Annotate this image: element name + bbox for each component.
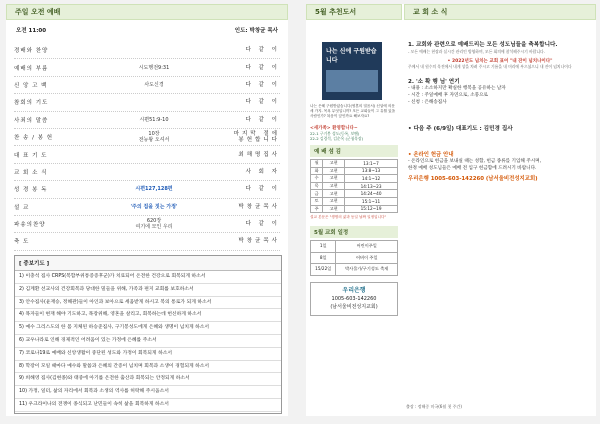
online-offering-bank: 우리은행 1005-603-142260 (남서울비전성지교회) xyxy=(408,176,538,182)
duty-cell: 고현 xyxy=(323,205,345,213)
duty-cell: 14:1~12 xyxy=(345,175,398,183)
motto-text: 주께서 내 원수의 목전에서 내게 상을 차려 주시고 기름을 내 머리에 부으셨으니 내 잔이 넘치나이다 xyxy=(408,64,572,69)
order-leader: 다 같 이 xyxy=(245,221,280,228)
order-row xyxy=(14,164,280,181)
prayer-box xyxy=(14,255,282,414)
order-leader: 박창균목사 xyxy=(238,203,280,210)
news-item-2-line-2: - 시간 : 주일예배 후 자연으로, 소풍으로 xyxy=(408,93,488,98)
duty-cell: 고현 xyxy=(323,197,345,205)
online-offering-line-1: - 온라인으로 헌금을 보내실 때는 성함, 헌금 종류를 기입해 주시며, xyxy=(408,159,542,164)
right-page xyxy=(306,4,596,416)
prayer-item: 3) 안수집사(윤재승, 정해관)들이 아인과 보아으로 세움받게 하시고 복의 통로가 되게 하소서 xyxy=(15,297,281,310)
order-name: 사죄의 말씀 xyxy=(14,117,49,124)
prayer-item: 2) 김계환 선교사의 건강회복과 당대한 밀들을 위해, 가족과 편지 교회를 보호하소서 xyxy=(15,284,281,297)
schedule-cell: 1일 xyxy=(311,241,336,253)
order-detail: 시도행전9:31 xyxy=(138,64,170,71)
order-leader: 다 같 이 xyxy=(245,116,280,123)
order-row xyxy=(14,42,280,59)
duty-cell: 고현 xyxy=(323,167,345,175)
order-name: 대 표 기 도 xyxy=(14,152,48,159)
motto-banner: • 2022년도 넘치는 교회 표어 "내 잔이 넘치나이다" xyxy=(447,59,553,64)
duty-cell: 월 xyxy=(311,160,323,168)
order-detail: 10장 전능왕 오셔서 xyxy=(138,131,170,144)
duty-title: 예 배 섬 김 xyxy=(310,145,398,157)
order-leader: 최해명집사 xyxy=(238,151,280,158)
new-family-line-1: 22-1 구기봉 성도(등록, 보탬) xyxy=(310,131,360,136)
duty-cell: 고현 xyxy=(323,182,345,190)
prayer-item: 4) 목자들이 현재 해야 기도하고, 목장위해, 영혼을 살리고, 회복하는데 헌신하게 하소서 xyxy=(15,309,281,322)
order-detail: 620장 여기에 모인 우리 xyxy=(135,218,173,231)
order-name: 축 도 xyxy=(14,239,30,246)
order-leader: 다 같 이 xyxy=(245,64,280,71)
duty-row xyxy=(311,175,398,183)
order-row xyxy=(14,112,280,129)
order-leader: 마지막 절에 봉헌합니다 xyxy=(233,131,280,144)
book-header: 5월 추천도서 xyxy=(306,4,402,20)
church-news-column xyxy=(404,4,596,183)
order-name: 찬 송 / 봉 헌 xyxy=(14,135,54,142)
order-row xyxy=(14,181,280,198)
bank-holder: (남서울비전성지교회) xyxy=(330,303,378,310)
worship-time: 오전 11:00 xyxy=(16,28,47,34)
prayer-title: [ 중보기도 ] xyxy=(15,256,281,271)
news-item-1 xyxy=(408,42,592,54)
new-family-line-2: 22-2 김경석, 김순옥 (군청목장) xyxy=(310,136,364,141)
order-row xyxy=(14,77,280,94)
duty-row xyxy=(311,167,398,175)
order-detail: 사도신경 xyxy=(144,81,164,88)
schedule-cell: 박사물가/구기성도 축제 xyxy=(336,264,398,276)
duty-cell: 수 xyxy=(311,175,323,183)
order-detail: 시편51:9-10 xyxy=(139,116,169,123)
book-title: 나는 신에 구원받습니다 xyxy=(326,48,377,64)
duty-row xyxy=(311,197,398,205)
duty-cell: 주 xyxy=(311,205,323,213)
schedule-row xyxy=(311,264,398,276)
worship-leader: 인도: 박창균 목사 xyxy=(234,28,278,34)
order-row xyxy=(14,59,280,76)
news-item-1-sub: - 모든 예배는 현장과 실시간 관리인 방영하며, 모든 회의에 참석해주시기 바랍니다. xyxy=(408,49,545,54)
order-row xyxy=(14,94,280,111)
prayer-item: 5) 예수 그리스도의 한 몸 지체된 하승준집사, 구기봉성도에게 은혜와 생명이 넘치게 하소서 xyxy=(15,322,281,335)
duty-cell: 화 xyxy=(311,167,323,175)
order-leader: 다 같 이 xyxy=(245,99,280,106)
prayer-item: 7) 코로나19로 예배와 신앙생활이 중단된 성도와 가정이 회복되게 하소서 xyxy=(15,348,281,361)
right-left-column xyxy=(306,4,402,316)
schedule-cell: 15/22일 xyxy=(311,264,336,276)
worship-header: 주일 오전 예배 xyxy=(6,4,288,20)
schedule-cell: 8일 xyxy=(311,252,336,264)
order-row xyxy=(14,129,280,146)
duty-cell: 15:1~11 xyxy=(345,197,398,205)
news-item-2-title: 2. '소 확 행 님' 연기 xyxy=(408,79,460,85)
order-name: 교 회 소 식 xyxy=(14,169,48,176)
duty-cell: 고현 xyxy=(323,190,345,198)
book-cover xyxy=(322,42,382,100)
order-detail: 시편127,128편 xyxy=(135,186,173,193)
order-row xyxy=(14,216,280,233)
order-name: 예배의 부름 xyxy=(14,65,49,72)
order-name: 파송의찬양 xyxy=(14,222,46,229)
duty-cell: 고현 xyxy=(323,175,345,183)
footer-note: 출장 : 정해중 미국(6월 첫 주간) xyxy=(406,404,462,409)
order-row xyxy=(14,199,280,216)
order-name: 경배와 찬양 xyxy=(14,48,49,55)
news-item-1-title: 1. 교회와 관련으로 예배드리는 모든 성도님들을 축복합니다. xyxy=(408,42,558,48)
prayer-item: 9) 희해영 집사(김현종)와 태중에 아기를 온전한 출산과 회복되는 안정되게 하소서 xyxy=(15,373,281,386)
schedule-table xyxy=(310,240,398,276)
prayer-item: 6) 교우나라로 인해 경제적인 어려움이 있는 가정에 은혜를 주소서 xyxy=(15,335,281,348)
news-header: 교 회 소 식 xyxy=(404,4,596,20)
next-prayer: • 다음 주 (6/9일) 대표기도 : 김민경 집사 xyxy=(408,126,513,132)
schedule-row xyxy=(311,241,398,253)
duty-cell: 13:8~13 xyxy=(345,167,398,175)
book-blurb: 나는 은혜 구원받았습니다(영혼의 열음서) 신앙에 의문 세 가지. 목욕 무엇입니까? 모든 교회들이 그 유월 있을 사람인가? 복음이 앞인까요 해보자요? xyxy=(310,104,396,118)
order-leader: 박창균목사 xyxy=(238,238,280,245)
order-detail: '주의 집을 짓는 가정' xyxy=(130,203,178,210)
order-leader: 다 같 이 xyxy=(245,47,280,54)
order-name: 설 교 xyxy=(14,204,30,211)
schedule-title: 5월 교회 일정 xyxy=(310,226,398,238)
prayer-item: 1) 이충석 집사 CRPS(복합부위통증증후군)가 치료되어 온전한 건강으로 회복되게 하소서 xyxy=(15,271,281,284)
order-row xyxy=(14,146,280,163)
duty-cell: 13:1~7 xyxy=(345,160,398,168)
duty-row xyxy=(311,182,398,190)
schedule-row xyxy=(311,252,398,264)
duty-row xyxy=(311,205,398,213)
new-family-title: <새가족> 환영합니다~ xyxy=(310,126,358,131)
duty-cell: 15:12~19 xyxy=(345,205,398,213)
news-item-2-line-3: - 신청 : 은해송집사 xyxy=(408,100,447,105)
duty-cell: 14:13~23 xyxy=(345,182,398,190)
duty-row xyxy=(311,190,398,198)
order-name: 참회의 기도 xyxy=(14,100,49,107)
online-offering-line-2: 한정 예배 성도님들은 예배 전 입구 헌금함에 드려시기 바랍니다. xyxy=(408,166,537,171)
order-name: 성 경 봉 독 xyxy=(14,187,48,194)
schedule-cell: 어버이 주일 xyxy=(336,252,398,264)
order-leader: 다 같 이 xyxy=(245,81,280,88)
prayer-item: 10) 가정, 일터, 삶의 자리에서 회복과 소생의 역사를 허락해 주시옵소서 xyxy=(15,386,281,399)
schedule-cell: 어린이주일 xyxy=(336,241,398,253)
worship-order xyxy=(14,42,280,251)
duty-table xyxy=(310,159,398,213)
duty-note: 설교 본문은 "생명의 삶과 동일 날짜 일정입니다" xyxy=(310,215,387,220)
left-page xyxy=(6,4,288,416)
news-item-2-line-1: - 내용 : 소소하지만 확실한 행복을 공유하는 날자 xyxy=(408,86,506,91)
bank-number: 1005-603-142260 xyxy=(331,295,377,302)
bank-box xyxy=(310,282,398,316)
order-leader: 사 회 자 xyxy=(245,168,280,175)
order-name: 신 앙 고 백 xyxy=(14,82,48,89)
order-row xyxy=(14,233,280,250)
book-cover-image xyxy=(326,70,378,92)
online-offering-title: • 온라인 헌금 안내 xyxy=(408,152,454,158)
order-leader: 다 같 이 xyxy=(245,186,280,193)
duty-cell: 고현 xyxy=(323,160,345,168)
duty-cell: 14:24~40 xyxy=(345,190,398,198)
duty-cell: 목 xyxy=(311,182,323,190)
prayer-item: 11) 우크라이나의 전쟁이 종식되고 난민들이 속히 삶을 회복하게 하소서 xyxy=(15,399,281,412)
duty-cell: 금 xyxy=(311,190,323,198)
duty-cell: 토 xyxy=(311,197,323,205)
prayer-item: 8) 학장이 모일 때마다 예수와 말씀과 은혜의 간증이 넘치며 회복과 소생이 경험되게 하소서 xyxy=(15,361,281,374)
duty-row xyxy=(311,160,398,168)
bank-name: 우리은행 xyxy=(342,286,366,294)
